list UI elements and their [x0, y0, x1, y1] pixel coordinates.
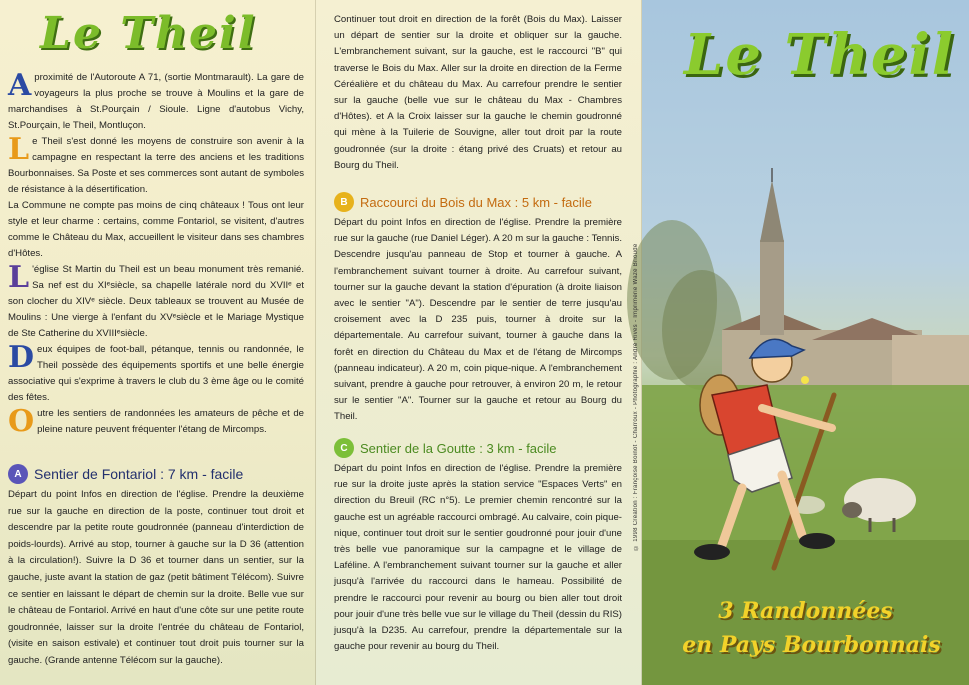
drop-cap: D	[8, 340, 35, 375]
cover-title: Le Theil	[684, 22, 956, 88]
cover-subtitle-line1: 3 Randonnées	[718, 598, 893, 624]
cover-subtitle-line2: en Pays Bourbonnais	[682, 632, 941, 658]
section-c-text: Départ du point Infos en direction de l'église. Prendre la première rue sur la droite juste après la station service "Espaces Verts" en direction du Breuil (RC n°5). Le premier chemin rencontré sur la gauche est un agréable raccourci ombragé. Au calvaire, coin pique-nique, continuer tout droit sur le sentier goudronné pour jouir d'une très belle vue panoramique sur la campagne et le village de Laféline. A l'embranchement suivant tourner sur la gauche et aller jusqu'à l'arrivée du raccourci dans le hameau. Possibilité de prendre le raccourci pour revenir au bourg ou bien aller tout droit pour jouir d'une très belle vue sur le village du Theil (dessin du RIS) jusqu'à la D235. Au carrefour, prendre la départementale sur la gauche pour revenir au bourg du Theil.	[334, 463, 622, 653]
hiker-shoe	[694, 544, 730, 560]
section-b-text: Départ du point Infos en direction de l'église. Prendre la première rue sur la gauche (rue Daniel Léger). A 20 m sur la gauche : Tennis. Descendre jusqu'au panneau de Stop et tourner à gauche. A l'embranchement suivant tourner à droite. Au carrefour suivant, tourner sur la gauche devant la station d'épuration (à droite liaison avec le sentier "A"). Descendre par le sentier de terre jusqu'au croisement avec la D 235 puis, tourner à droite sur la départementale. Au carrefour suivant, tourner à gauche dans la forêt en direction du Château du Max et de l'étang de Mircomps (panneau indicateur). A 20 m, coin pique-nique. A l'embranchement suivant, prendre à gauche pour retrouver, à environ 20 m, le retour sur le sentier "A". Tourner sur la gauche et retour au Bourg du Theil.	[334, 217, 622, 423]
intro-paragraph-text: La Commune ne compte pas moins de cinq châteaux ! Tous ont leur style et leur charme : certains, comme Fontariol, se visitent, d'autres comme le Château du Max, accueillent le visiteur dans ses chambres d'Hôtes.	[8, 200, 304, 259]
intro-paragraph-text: e Theil s'est donné les moyens de construire son avenir à la campagne en respectant la terre des anciens et les traditions Bourbonnaises. Sa Poste et ses commerces sont autant de symboles de résistance à la désertification.	[8, 136, 304, 195]
hiker-shoe	[799, 533, 835, 549]
section-b	[334, 186, 622, 426]
section-b-header	[334, 192, 622, 212]
section-c-header	[334, 438, 622, 458]
intro-paragraph	[8, 70, 304, 134]
cover-panel	[633, 0, 969, 685]
intro-paragraph-text: utre les sentiers de randonnées les amateurs de pêche et de pleine nature peuvent fréquenter l'étang de Mircomps.	[37, 408, 304, 435]
drop-cap: L	[8, 132, 30, 167]
intro-paragraph	[8, 262, 304, 342]
intro-paragraph-text: 'église St Martin du Theil est un beau monument très remanié. Sa nef est du XIᵉsiècle, sa chapelle latérale nord du XVIIᵉ et son clocher du XIVᵉ siècle. Deux tableaux se trouvent au Musée de Moulins : Une vierge à l'enfant du XVᵉsiècle et le Mariage Mystique de Ste Catherine du XVIIIᵉsiècle.	[8, 264, 304, 339]
intro-paragraph-text: proximité de l'Autoroute A 71, (sortie Montmarault). La gare de voyageurs la plus proche se trouve à Moulins et la gare de marchandises à St.Pourçain / Sioule. Ligne d'autobus Vichy, St.Pourçain, le Theil, Montluçon.	[8, 72, 304, 131]
intro-paragraph-text: eux équipes de foot-ball, pétanque, tennis ou randonnée, le Theil possède des équipements sportifs et une belle énergie associative qui s'exprime à travers le club du 3 ème âge ou le comité des fêtes.	[8, 344, 304, 403]
flower	[801, 376, 809, 384]
section-a-header	[8, 464, 304, 484]
badge-b-icon: B	[334, 192, 354, 212]
section-a	[8, 458, 304, 670]
middle-panel	[316, 0, 642, 685]
intro-paragraph	[8, 342, 304, 406]
village-building	[892, 335, 969, 390]
cover-subtitle	[642, 594, 969, 662]
intro-text	[8, 70, 304, 438]
badge-a-icon: A	[8, 464, 28, 484]
section-c	[334, 432, 622, 655]
section-c-heading: Sentier de la Goutte : 3 km - facile	[360, 440, 557, 456]
section-a-heading: Sentier de Fontariol : 7 km - facile	[34, 466, 244, 482]
continuation-text: Continuer tout droit en direction de la forêt (Bois du Max). Laisser un départ de sentier sur la droite et obliquer sur la gauche. L'embranchement suivant, sur la gauche, est le raccourci "B" qui traverse le Bois du Max. Aller sur la droite en direction de la Ferme Céréalière et du château du Max. Au carrefour prendre le sentier sur la gauche (belle vue sur le château du Max - Chambres d'Hôtes). et A la Croix laisser sur la gauche le chemin goudronné qui mène à la Tuilerie de Souvigne, aller tout droit par la route goudronnée (sur la droite : étang privé des Cruats) et retour au Bourg du Theil.	[334, 14, 622, 171]
drop-cap: O	[8, 404, 35, 439]
intro-paragraph	[8, 406, 304, 438]
printer-credit: © 1998 Création : Françoise Boinot - Charroux - Photographie : André Rives - Imprimerie Wazé Brioude	[633, 243, 639, 550]
church-spire	[760, 180, 784, 242]
left-panel	[0, 0, 316, 685]
drop-cap: L	[8, 260, 30, 295]
badge-c-icon: C	[334, 438, 354, 458]
church-tower	[760, 240, 784, 335]
cover-illustration	[642, 0, 969, 685]
drop-cap: A	[8, 68, 32, 103]
left-title: Le Theil	[40, 8, 257, 59]
section-b-heading: Raccourci du Bois du Max : 5 km - facile	[360, 194, 592, 210]
sheep-head	[842, 502, 862, 518]
section-a-text: Départ du point Infos en direction de l'église. Prendre la deuxième rue sur la gauche en direction de la poste, continuer tout droit et descendre par la petite route goudronnée (panneau d'interdiction de poids-lourds). Arrivé au stop, tourner à gauche sur la D 36 (attention à la circulation!). Suivre la D 36 et tourner dans un sentier, sur la gauche, juste avant la station de gaz (petit bâtiment Télécom). Suivre ce sentier en laissant le départ de chemin sur la droite. Belle vue sur le château de Fontariol. Arrivé en haut d'une côte sur une petite route goudronnée, laisser sur la droite l'entrée du château de Fontariol, (visite en saison estivale) et continuer tout droit puis tourner sur la gauche. (Grande antenne Télécom sur la gauche).	[8, 489, 304, 666]
intro-paragraph	[8, 198, 304, 262]
intro-paragraph	[8, 134, 304, 198]
